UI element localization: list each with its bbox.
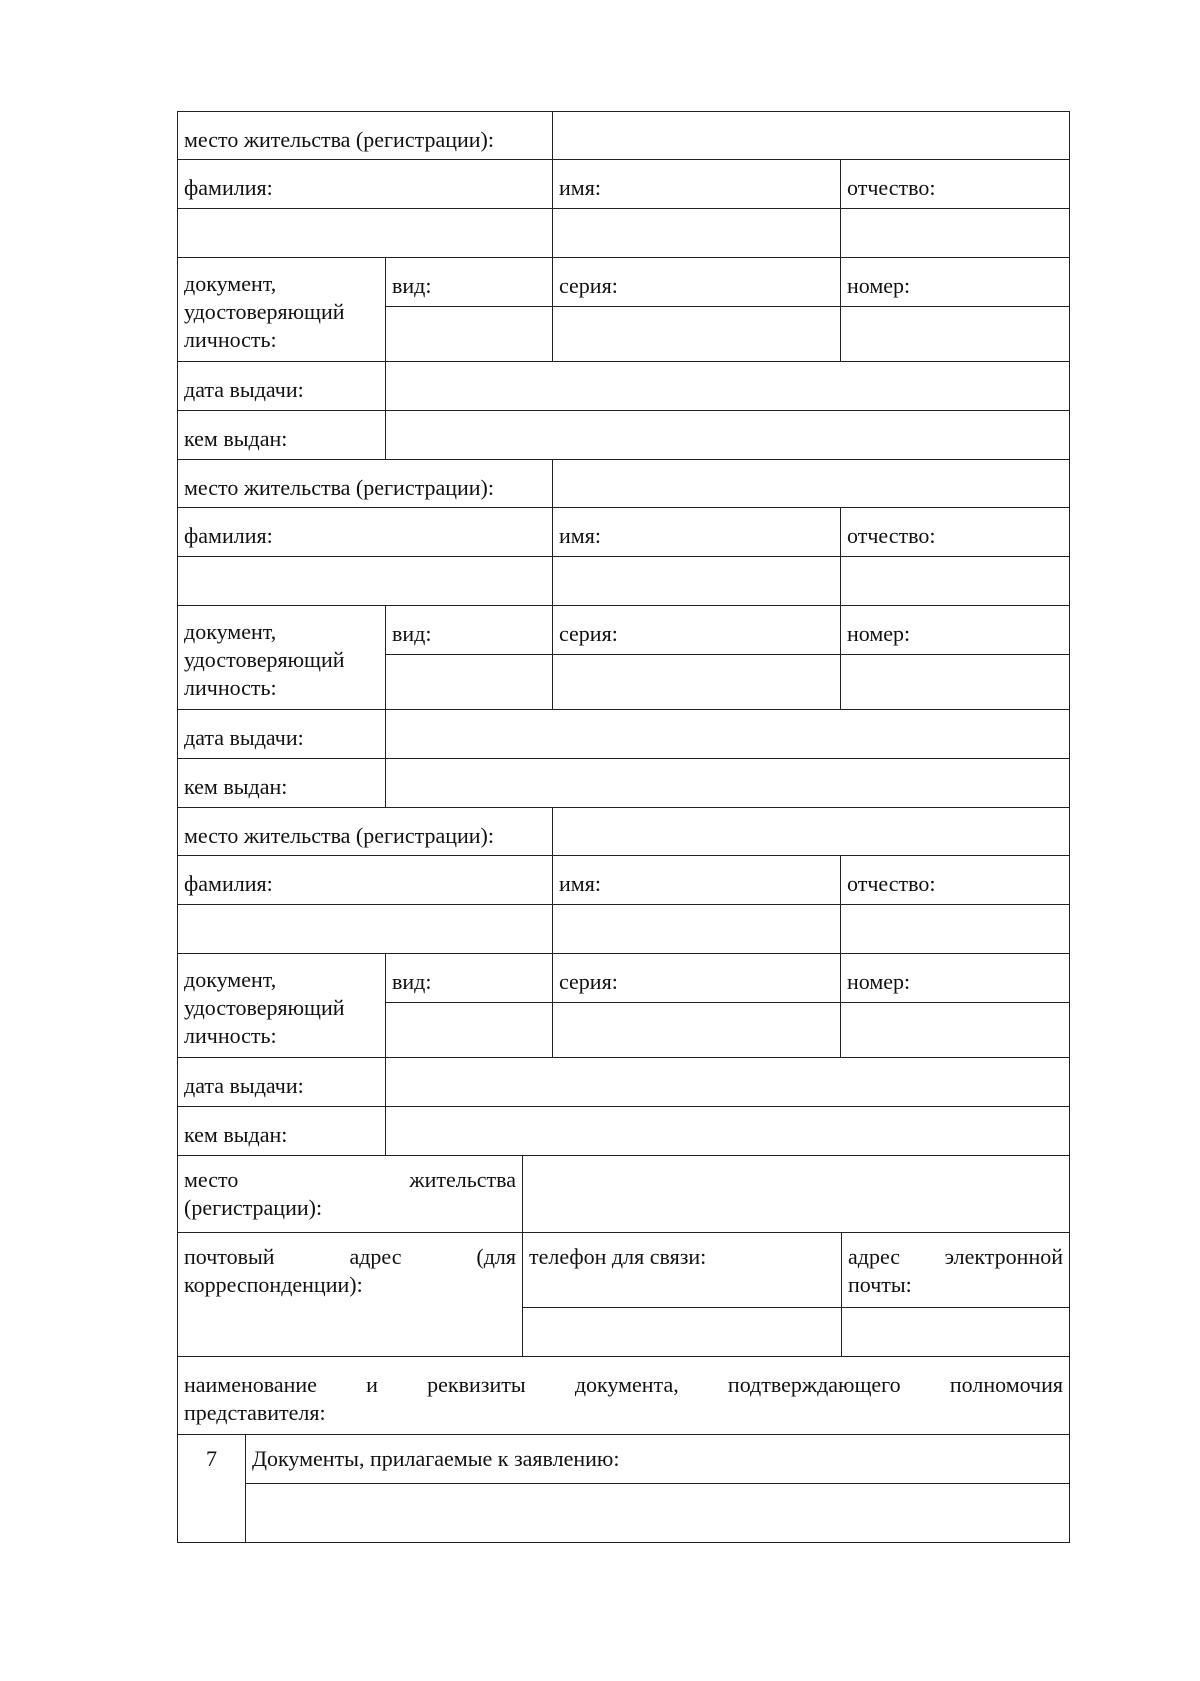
doc-series-field[interactable]	[552, 1002, 841, 1058]
doc-type-field[interactable]	[385, 654, 553, 710]
doc-number-field[interactable]	[840, 306, 1070, 362]
issued-by-label: кем выдан:	[184, 774, 288, 799]
final-residence-label-line: место жительства	[184, 1167, 516, 1192]
attachments-field[interactable]	[245, 1483, 1070, 1543]
issued-by-field[interactable]	[385, 758, 1070, 808]
residence-label-cell	[177, 111, 553, 160]
patronymic-field[interactable]	[840, 904, 1070, 954]
doc-number-field[interactable]	[840, 654, 1070, 710]
patronymic-label-cell	[840, 507, 1070, 557]
patronymic-label-cell	[840, 159, 1070, 209]
doc-number-field[interactable]	[840, 1002, 1070, 1058]
postal-address-cell[interactable]	[177, 1232, 523, 1357]
section-number: 7	[206, 1446, 217, 1471]
issued-by-label-cell	[177, 758, 386, 808]
residence-field[interactable]	[552, 459, 1070, 508]
id-document-label-cell	[177, 953, 386, 1058]
doc-number-label-cell	[840, 605, 1070, 655]
surname-field[interactable]	[177, 904, 553, 954]
doc-type-label: вид:	[392, 621, 432, 646]
attachments-label-cell	[245, 1434, 1070, 1484]
doc-type-label: вид:	[392, 969, 432, 994]
doc-series-label-cell	[552, 605, 841, 655]
doc-number-label-cell	[840, 953, 1070, 1003]
patronymic-field[interactable]	[840, 556, 1070, 606]
postal-address-label-line: почтовый адрес (для	[184, 1244, 516, 1269]
doc-series-label-cell	[552, 257, 841, 307]
surname-label-cell	[177, 159, 553, 209]
name-label-cell	[552, 855, 841, 905]
residence-label: место жительства (регистрации):	[184, 475, 494, 500]
issue-date-label-cell	[177, 361, 386, 411]
email-label-line: почты:	[848, 1272, 912, 1297]
patronymic-label: отчество:	[847, 175, 936, 200]
id-document-label	[184, 270, 379, 354]
doc-number-label: номер:	[847, 621, 911, 646]
phone-label-cell	[522, 1232, 842, 1308]
id-document-label-line: личность:	[184, 1023, 277, 1048]
issue-date-label: дата выдачи:	[184, 377, 304, 402]
id-document-label-line: удостоверяющий	[184, 299, 345, 324]
postal-address-label-line: корреспонденции):	[184, 1272, 363, 1297]
attachments-label: Документы, прилагаемые к заявлению:	[252, 1446, 620, 1471]
doc-series-field[interactable]	[552, 306, 841, 362]
doc-series-label-cell	[552, 953, 841, 1003]
residence-label-cell	[177, 459, 553, 508]
id-document-label-line: удостоверяющий	[184, 995, 345, 1020]
final-residence-label-line: (регистрации):	[184, 1195, 323, 1220]
doc-series-label: серия:	[559, 969, 618, 994]
representative-document-label	[184, 1371, 1063, 1427]
residence-field[interactable]	[552, 807, 1070, 856]
surname-field[interactable]	[177, 556, 553, 606]
issue-date-label: дата выдачи:	[184, 725, 304, 750]
issued-by-field[interactable]	[385, 410, 1070, 460]
id-document-label	[184, 966, 379, 1050]
patronymic-field[interactable]	[840, 208, 1070, 258]
name-label-cell	[552, 159, 841, 209]
issue-date-field[interactable]	[385, 361, 1070, 411]
issue-date-field[interactable]	[385, 709, 1070, 759]
phone-label: телефон для связи:	[529, 1244, 707, 1269]
doc-series-label: серия:	[559, 621, 618, 646]
name-label-cell	[552, 507, 841, 557]
surname-field[interactable]	[177, 208, 553, 258]
name-field[interactable]	[552, 904, 841, 954]
doc-type-label-cell	[385, 605, 553, 655]
issue-date-label-cell	[177, 709, 386, 759]
residence-label: место жительства (регистрации):	[184, 127, 494, 152]
phone-field[interactable]	[522, 1307, 842, 1357]
id-document-label-line: удостоверяющий	[184, 647, 345, 672]
issued-by-label-cell	[177, 1106, 386, 1156]
email-label-cell	[841, 1232, 1070, 1308]
doc-type-field[interactable]	[385, 306, 553, 362]
surname-label-cell	[177, 507, 553, 557]
issue-date-label-cell	[177, 1057, 386, 1107]
id-document-label-line: документ,	[184, 967, 277, 992]
id-document-label-cell	[177, 257, 386, 362]
final-residence-label	[184, 1166, 516, 1222]
application-form-table	[177, 111, 1070, 1543]
residence-field[interactable]	[552, 111, 1070, 160]
email-label-line: адрес электронной	[848, 1244, 1063, 1269]
issued-by-label-cell	[177, 410, 386, 460]
id-document-label-line: личность:	[184, 675, 277, 700]
representative-document-label-line: наименование и реквизиты документа, подтверждающего полномочия	[184, 1372, 1063, 1397]
final-residence-label-cell	[177, 1155, 523, 1233]
doc-series-label: серия:	[559, 273, 618, 298]
id-document-label-line: личность:	[184, 327, 277, 352]
doc-number-label: номер:	[847, 969, 911, 994]
representative-document-label-line: представителя:	[184, 1400, 326, 1425]
doc-number-label: номер:	[847, 273, 911, 298]
doc-type-label-cell	[385, 257, 553, 307]
doc-type-label-cell	[385, 953, 553, 1003]
name-label: имя:	[559, 871, 601, 896]
surname-label: фамилия:	[184, 523, 273, 548]
issued-by-label: кем выдан:	[184, 426, 288, 451]
id-document-label-cell	[177, 605, 386, 710]
representative-document-cell[interactable]	[177, 1356, 1070, 1435]
residence-label: место жительства (регистрации):	[184, 823, 494, 848]
issued-by-field[interactable]	[385, 1106, 1070, 1156]
doc-type-field[interactable]	[385, 1002, 553, 1058]
doc-type-label: вид:	[392, 273, 432, 298]
name-label: имя:	[559, 175, 601, 200]
email-field[interactable]	[841, 1307, 1070, 1357]
email-label	[848, 1243, 1063, 1299]
name-label: имя:	[559, 523, 601, 548]
patronymic-label-cell	[840, 855, 1070, 905]
surname-label-cell	[177, 855, 553, 905]
doc-series-field[interactable]	[552, 654, 841, 710]
issue-date-label: дата выдачи:	[184, 1073, 304, 1098]
surname-label: фамилия:	[184, 175, 273, 200]
id-document-label-line: документ,	[184, 619, 277, 644]
issue-date-field[interactable]	[385, 1057, 1070, 1107]
doc-number-label-cell	[840, 257, 1070, 307]
id-document-label	[184, 618, 379, 702]
id-document-label-line: документ,	[184, 271, 277, 296]
postal-address-label	[184, 1243, 516, 1299]
name-field[interactable]	[552, 556, 841, 606]
name-field[interactable]	[552, 208, 841, 258]
section-number-cell	[177, 1434, 246, 1543]
patronymic-label: отчество:	[847, 523, 936, 548]
surname-label: фамилия:	[184, 871, 273, 896]
residence-label-cell	[177, 807, 553, 856]
final-residence-field[interactable]	[522, 1155, 1070, 1233]
patronymic-label: отчество:	[847, 871, 936, 896]
issued-by-label: кем выдан:	[184, 1122, 288, 1147]
